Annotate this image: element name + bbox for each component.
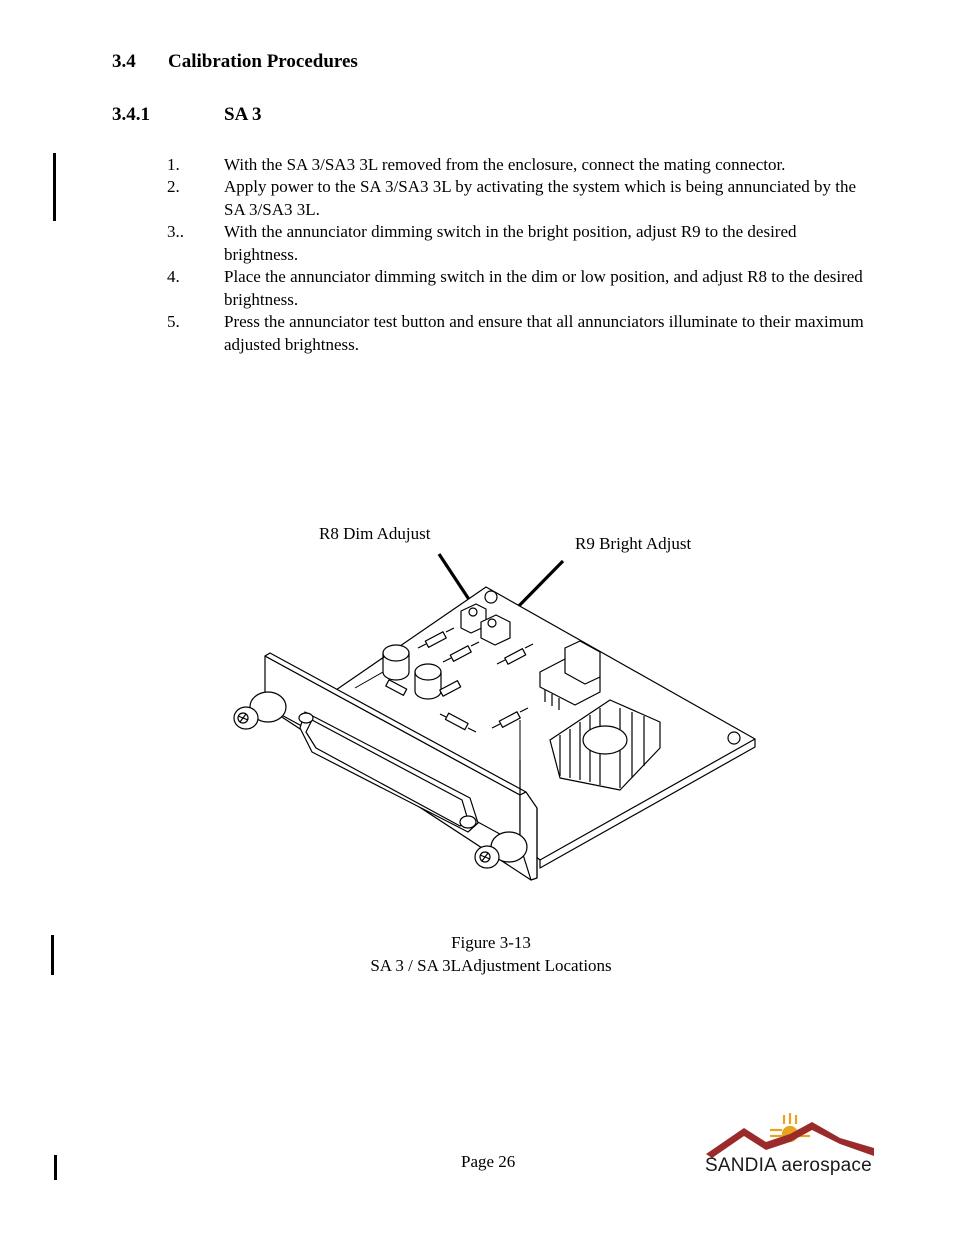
section-title: Calibration Procedures [168, 51, 358, 72]
logo-text: SANDIA aerospace [705, 1155, 872, 1176]
r8-callout-label: R8 Dim Adujust [319, 524, 431, 543]
subsection-number: 3.4.1 [112, 104, 150, 125]
circuit-board-illustration [220, 545, 780, 890]
step-number: 5. [167, 312, 180, 331]
step-text: Apply power to the SA 3/SA3 3L by activating the system which is being annunciated by the SA 3/SA3 3L. [224, 177, 857, 219]
figure-title: SA 3 / SA 3LAdjustment Locations [370, 955, 612, 975]
subsection-heading [112, 104, 262, 126]
change-bar-steps [53, 153, 56, 221]
sandia-sun-mountain-icon [704, 1108, 876, 1158]
section-number: 3.4 [112, 51, 136, 72]
mounting-screw-right [475, 832, 527, 868]
page-number: Page 26 [461, 1152, 516, 1171]
section-heading [112, 51, 358, 73]
change-bar-figure [51, 935, 54, 975]
step-text: With the SA 3/SA3 3L removed from the enclosure, connect the mating connector. [224, 155, 786, 174]
step-number: 2. [167, 177, 180, 196]
figure-number: Figure 3-13 [451, 933, 531, 952]
potentiometer-r9 [481, 615, 510, 645]
subsection-title: SA 3 [224, 104, 262, 125]
figure-caption [291, 932, 691, 977]
step-text: Press the annunciator test button and ensure that all annunciators illuminate to their maximum adjusted brightness. [224, 312, 864, 354]
step-number: 4. [167, 267, 180, 286]
step-number: 1. [167, 155, 180, 174]
company-logo [704, 1108, 876, 1180]
mounting-screw-left [234, 692, 286, 729]
step-number: 3.. [167, 222, 184, 241]
step-text: Place the annunciator dimming switch in the dim or low position, and adjust R8 to the desired brightness. [224, 267, 863, 309]
r9-callout-label: R9 Bright Adjust [575, 534, 692, 553]
change-bar-footer [54, 1155, 57, 1180]
step-text: With the annunciator dimming switch in the bright position, adjust R9 to the desired brightness. [224, 222, 797, 264]
